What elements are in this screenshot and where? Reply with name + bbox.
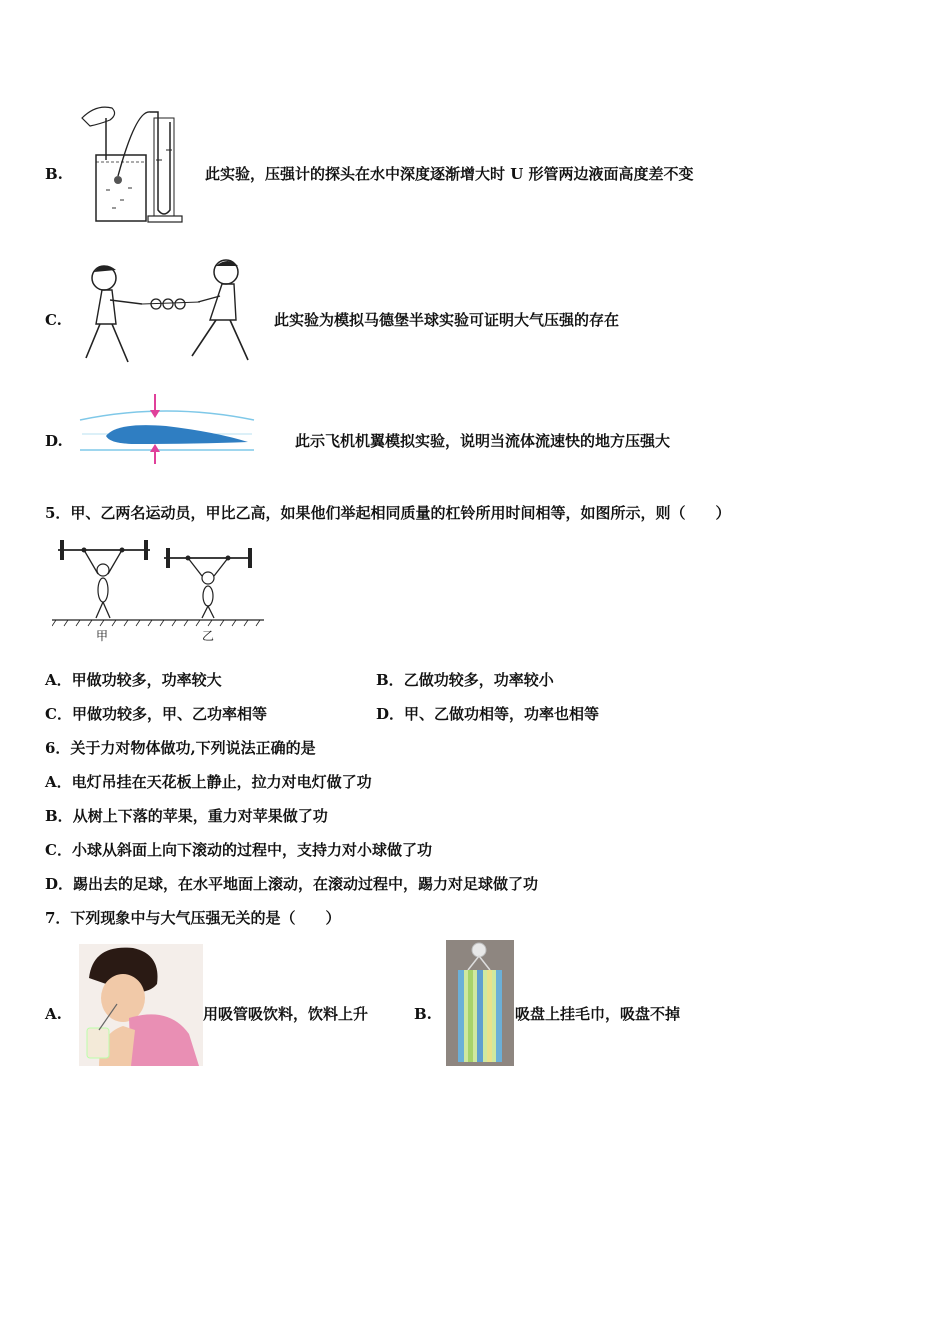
weightlifter-jia-label: 甲 [96,629,109,643]
q7-stem: 7．下列现象中与大气压强无关的是（ ） [45,909,341,927]
q6-option-d: D．踢出去的足球，在水平地面上滚动，在滚动过程中，踢力对足球做了功 [45,875,539,893]
magdeburg-hemispheres-figure [76,258,256,370]
q6-option-b: B．从树上下落的苹果，重力对苹果做了功 [45,807,328,825]
q5-option-d: D．甲、乙做功相等，功率也相等 [376,705,600,723]
q5-option-c: C．甲做功较多，甲、乙功率相等 [45,705,267,723]
suction-cup-towel-photo [446,940,514,1066]
q7-option-b-label: B. [414,1005,432,1023]
q4-option-d-text: 此示飞机机翼模拟实验，说明当流体流速快的地方压强大 [295,432,671,450]
q6-option-c: C．小球从斜面上向下滚动的过程中，支持力对小球做了功 [45,841,432,859]
q7-option-b-text: 吸盘上挂毛巾，吸盘不掉 [515,1005,681,1023]
q7-option-a-text: 用吸管吸饮料，饮料上升 [203,1005,369,1023]
q4-option-d-label: D. [45,432,63,450]
q4-option-b-label: B. [45,165,63,183]
weightlifter-yi-label: 乙 [202,629,215,643]
q4-option-c-label: C. [45,311,62,329]
drinking-straw-photo [79,944,203,1066]
q5-option-b: B．乙做功较多，功率较小 [376,671,554,689]
q6-stem: 6．关于力对物体做功,下列说法正确的是 [45,739,316,757]
airfoil-figure [76,392,258,464]
q4-option-b-text: 此实验，压强计的探头在水中深度逐渐增大时 U 形管两边液面高度差不变 [205,165,694,183]
q5-stem: 5．甲、乙两名运动员，甲比乙高，如果他们举起相同质量的杠铃所用时间相等，如图所示，则（ ） [45,504,731,522]
weightlifters-figure [52,534,264,648]
q4-option-c-text: 此实验为模拟马德堡半球实验可证明大气压强的存在 [274,311,620,329]
q7-option-a-label: A. [45,1005,62,1023]
q6-option-a: A．电灯吊挂在天花板上静止，拉力对电灯做了功 [45,773,372,791]
pressure-gauge-figure [76,100,184,226]
q5-option-a: A．甲做功较多，功率较大 [45,671,222,689]
